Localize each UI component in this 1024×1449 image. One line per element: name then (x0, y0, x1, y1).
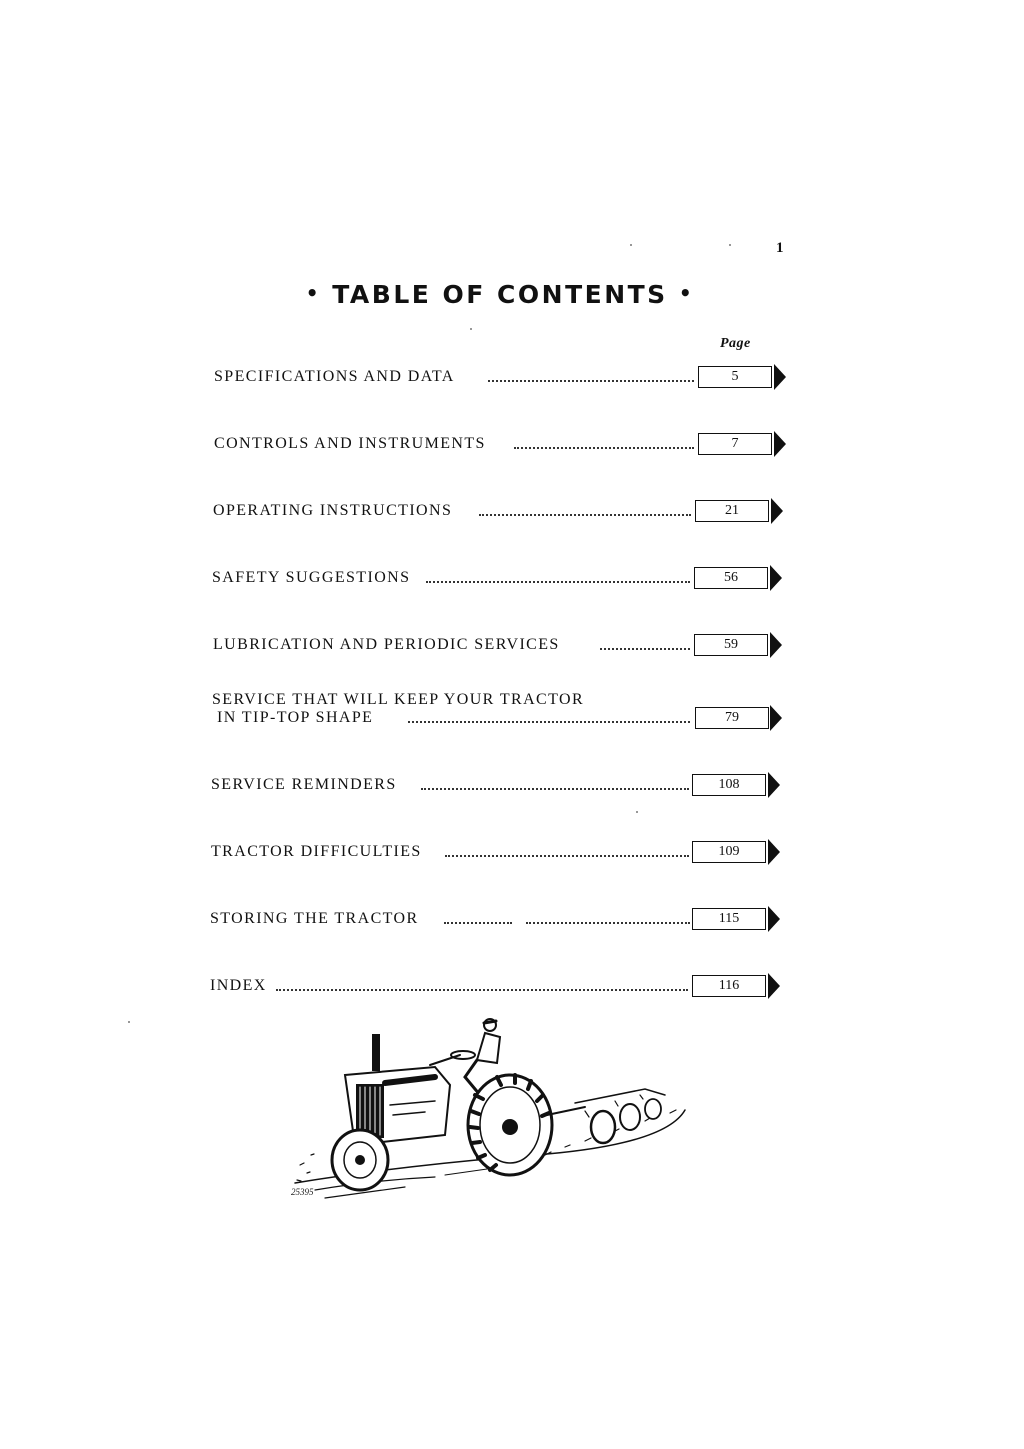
page-column-label: Page (720, 336, 751, 351)
arrow-right-icon (768, 906, 780, 932)
toc-entry-label[interactable]: TRACTOR DIFFICULTIES (211, 843, 422, 860)
print-speck (636, 811, 638, 813)
toc-entry-label[interactable]: CONTROLS AND INSTRUMENTS (214, 435, 486, 452)
toc-page-box[interactable]: 7 (698, 433, 772, 455)
page-number: 1 (776, 240, 784, 256)
toc-page-box[interactable]: 115 (692, 908, 766, 930)
dot-leader (514, 446, 694, 449)
toc-page-box[interactable]: 108 (692, 774, 766, 796)
tractor-illustration (285, 1015, 705, 1215)
toc-entry[interactable] (213, 496, 785, 526)
arrow-right-icon (774, 364, 786, 390)
dot-leader (445, 854, 689, 857)
toc-entry-label[interactable]: STORING THE TRACTOR (210, 910, 419, 927)
toc-entry[interactable] (211, 770, 783, 800)
tractor-drawing (295, 1019, 685, 1198)
arrow-right-icon (770, 632, 782, 658)
arrow-right-icon (774, 431, 786, 457)
dot-leader (600, 647, 690, 650)
toc-page-box[interactable]: 21 (695, 500, 769, 522)
page-title-text: TABLE OF CONTENTS (332, 280, 668, 309)
toc-entry-label[interactable]: SPECIFICATIONS AND DATA (214, 368, 455, 385)
arrow-right-icon (768, 772, 780, 798)
toc-entry[interactable] (210, 971, 782, 1001)
page-title (0, 280, 1000, 309)
toc-entry[interactable] (210, 904, 782, 934)
toc-entry-label[interactable]: SAFETY SUGGESTIONS (212, 569, 411, 586)
title-bullet-right: • (678, 281, 695, 305)
toc-entry-label[interactable]: OPERATING INSTRUCTIONS (213, 502, 453, 519)
toc-entry[interactable] (214, 362, 786, 392)
arrow-right-icon (770, 705, 782, 731)
toc-page-box[interactable]: 5 (698, 366, 772, 388)
arrow-right-icon (771, 498, 783, 524)
title-bullet-left: • (305, 281, 322, 305)
print-speck (630, 244, 632, 246)
dot-leader (488, 379, 694, 382)
toc-page-box[interactable]: 59 (694, 634, 768, 656)
dot-leader (276, 988, 688, 991)
toc-entry-label-line2: IN TIP-TOP SHAPE (217, 709, 374, 726)
toc-entry[interactable] (212, 563, 784, 593)
dot-leader (479, 513, 691, 516)
arrow-right-icon (768, 839, 780, 865)
arrow-right-icon (770, 565, 782, 591)
toc-page-box[interactable]: 109 (692, 841, 766, 863)
toc-entry-label[interactable]: LUBRICATION AND PERIODIC SERVICES (213, 636, 560, 653)
print-speck (729, 244, 731, 246)
dot-leader (426, 580, 690, 583)
toc-entry[interactable] (213, 630, 785, 660)
plate-number: 25395 (291, 1187, 314, 1197)
toc-entry[interactable] (211, 837, 783, 867)
dot-leader (408, 720, 690, 723)
toc-entry-label-line1: SERVICE THAT WILL KEEP YOUR TRACTOR (212, 691, 585, 708)
toc-page-box[interactable]: 116 (692, 975, 766, 997)
arrow-right-icon (768, 973, 780, 999)
toc-entry[interactable] (214, 429, 786, 459)
toc-page-box[interactable]: 79 (695, 707, 769, 729)
toc-entry-label[interactable]: SERVICE REMINDERS (211, 776, 397, 793)
dot-leader (421, 787, 689, 790)
print-speck (128, 1021, 130, 1023)
dot-leader (444, 921, 512, 924)
toc-entry-label[interactable]: INDEX (210, 977, 267, 994)
dot-leader (526, 921, 690, 924)
print-speck (470, 328, 472, 330)
toc-page-box[interactable]: 56 (694, 567, 768, 589)
toc-entry[interactable] (212, 691, 784, 733)
